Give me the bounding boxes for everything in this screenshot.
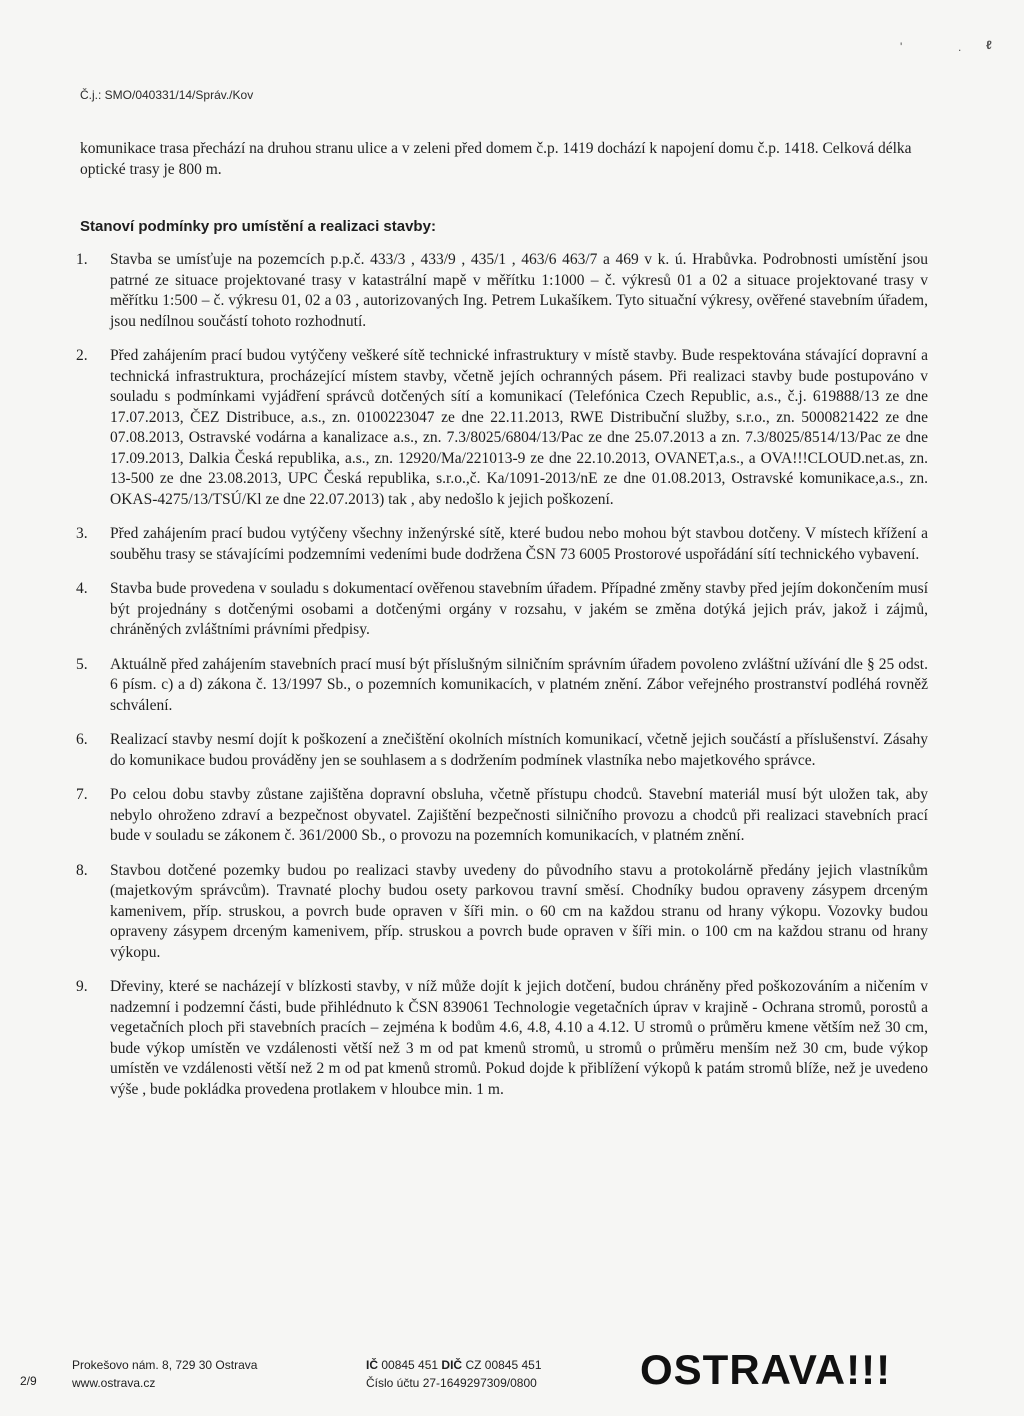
- condition-number: 7.: [76, 786, 88, 803]
- page-number: 2/9: [20, 1374, 37, 1388]
- condition-item: [76, 977, 928, 1100]
- scan-mark: .: [958, 40, 962, 54]
- condition-number: 3.: [76, 525, 88, 542]
- condition-text: Stavbou dotčené pozemky budou po realizaci stavby uvedeny do původního stavu a protokolárně předány jejich vlastníkům (majetkovým správcům). Travnaté plochy budou osety parkovou travní směsí. Chodníky budou opraveny zásypem drceným kamenivem, příp. struskou, a povrch bude opraven v šíři min. o 60 cm na každou stranu od hrany výkopu. Vozovky budou opraveny zásypem drceným kamenivem, příp. struskou a povrch bude opraven v šíři min. o 100 cm na každou stranu od hrany výkopu.: [110, 861, 928, 961]
- condition-number: 5.: [76, 655, 88, 673]
- condition-number: 4.: [76, 580, 88, 597]
- condition-item: [76, 250, 928, 332]
- condition-number: 2.: [76, 347, 88, 364]
- condition-item: [76, 579, 928, 641]
- condition-text: Aktuálně před zahájením stavebních prací musí být příslušným silničním správním úřadem povoleno zvláštní užívání dle § 25 odst. 6 písm. c) a d) zákona č. 13/1997 Sb., o pozemních komunikacích, v platném znění. Zábor veřejného prostranství podléhá rovněž schválení.: [110, 655, 928, 714]
- condition-number: 9.: [76, 978, 88, 995]
- ic-label: IČ: [366, 1358, 378, 1372]
- scan-mark: ℓ: [986, 38, 992, 52]
- dic-value: CZ 00845 451: [465, 1358, 542, 1372]
- condition-text: Před zahájením prací budou vytýčeny všechny inženýrské sítě, které budou nebo mohou být stavbou dotčeny. V místech křížení a souběhu trasy se stávajícími podzemními vedeními bude dodržena ČSN 73 6005 Prostorové uspořádání sítí technického vybavení.: [110, 525, 928, 563]
- condition-number: 8.: [76, 861, 88, 879]
- condition-item: [76, 524, 928, 565]
- ostrava-logo: OSTRAVA!!!: [640, 1346, 892, 1393]
- condition-item: [76, 861, 928, 964]
- conditions-heading: Stanoví podmínky pro umístění a realizaci stavby:: [80, 218, 436, 235]
- scan-mark: ': [900, 40, 903, 54]
- footer-ids-block: [366, 1356, 542, 1392]
- footer-address-block: [72, 1356, 257, 1392]
- footer-tax-ids: [366, 1356, 542, 1374]
- condition-number: 6.: [76, 731, 88, 748]
- condition-text: Po celou dobu stavby zůstane zajištěna dopravní obsluha, včetně přístupu chodců. Stavební materiál musí být uložen tak, aby nebylo ohroženo zdraví a bezpečnost obyvatel. Zajištění bezpečnosti silničního provozu a chodců při realizaci stavebních prací bude v souladu se zákonem č. 361/2000 Sb., o provozu na pozemních komunikacích, v platném znění.: [110, 786, 928, 844]
- condition-item: [76, 730, 928, 771]
- condition-item: [76, 346, 928, 510]
- condition-item: [76, 785, 928, 847]
- condition-item: [76, 655, 928, 717]
- condition-text: Realizací stavby nesmí dojít k poškození a znečištění okolních místních komunikací, včetně jejich součástí a příslušenství. Zásahy do komunikace budou prováděny jen se souhlasem a s dodržením podmínek vlastníka nebo majetkového správce.: [110, 731, 928, 769]
- reference-number: Č.j.: SMO/040331/14/Správ./Kov: [80, 88, 254, 102]
- intro-paragraph: komunikace trasa přechází na druhou stranu ulice a v zeleni před domem č.p. 1419 dochází k napojení domu č.p. 1418. Celková délka optické trasy je 800 m.: [80, 140, 912, 178]
- ic-value: 00845 451: [381, 1358, 439, 1372]
- conditions-list: [76, 250, 928, 1114]
- dic-label: DIČ: [441, 1358, 463, 1372]
- condition-text: Stavba se umísťuje na pozemcích p.p.č. 433/3 , 433/9 , 435/1 , 463/6 463/7 a 469 v k. ú. Hrabůvka. Podrobnosti umístění jsou patrné ze situace projektované trasy v katastrální mapě v měřítku 1:1000 – č. výkresů 01 a 02 a situace projektované trasy v měřítku 1:500 – č. výkresu 01, 02 a 03 , autorizovaných Ing. Petrem Lukašíkem. Tyto situační výkresy, ověřené stavebním úřadem, jsou nedílnou součástí tohoto rozhodnutí.: [110, 251, 928, 330]
- footer-account: Číslo účtu 27-1649297309/0800: [366, 1376, 537, 1390]
- footer-website: www.ostrava.cz: [72, 1376, 156, 1390]
- condition-text: Před zahájením prací budou vytýčeny veškeré sítě technické infrastruktury v místě stavby. Bude respektována stávající dopravní a technická infrastruktura, procházející místem stavby, včetně jejích ochranných pásem. Při realizaci stavby bude postupováno v souladu s podmínkami vyjádření správců dotčených sítí a komunikací (Telefónica Czech Republic, a.s., č.j. 619888/13 ze dne 17.07.2013, ČEZ Distribuce, a.s., zn. 0100223047 ze dne 22.11.2013, RWE Distribuční služby, s.r.o., zn. 5000821422 ze dne 07.08.2013, Ostravské vodárna a kanalizace a.s., zn. 7.3/8025/6804/13/Pac ze dne 25.07.2013 a zn. 7.3/8025/8514/13/Pac ze dne 17.09.2013, Dalkia Česká republika, a.s., zn. 12920/Ma/221013-9 ze dne 22.10.2013, OVANET,a.s., a OVA!!!CLOUD.net.as, zn. 13-500 ze dne 23.08.2013, UPC Česká republika, s.r.o.,č. Ka/1091-2013/nE ze dne 01.08.2013, Ostravské komunikace,a.s., zn. OKAS-4275/13/TSÚ/Kl ze dne 22.07.2013) tak , aby nedošlo k jejich poškození.: [110, 347, 928, 508]
- condition-text: Stavba bude provedena v souladu s dokumentací ověřenou stavebním úřadem. Případné změny stavby před jejím dokončením musí být projednány s dotčenými osobami a dotčenými orgány v rozsahu, v jakém se změna dotýká jejich práv, jakož i zájmů, chráněných zvláštními právními předpisy.: [110, 580, 928, 638]
- condition-text: Dřeviny, které se nacházejí v blízkosti stavby, v níž může dojít k jejich dotčení, budou chráněny před poškozováním a ničením v nadzemní i podzemní části, bude přihlédnuto k ČSN 839061 Technologie vegetačních úprav v krajině - Ochrana stromů, porostů a vegetačních ploch při stavebních pracích – zejména k bodům 4.6, 4.8, 4.10 a 4.12. U stromů o průměru kmene větším než 30 cm, bude výkop umístěn ve vzdálenosti větší než 3 m od pat kmenů stromů, u stromů o průměru menším než 30 cm, bude výkop umístěn ve vzdálenosti větší než 2 m od pat kmenů stromů. Pokud dojde k přiblížení výkopů k patám stromů blíže, než je uvedeno výše , bude pokládka provedena protlakem v hloubce min. 1 m.: [110, 978, 928, 1098]
- condition-number: 1.: [76, 251, 88, 268]
- footer-address: Prokešovo nám. 8, 729 30 Ostrava: [72, 1358, 258, 1372]
